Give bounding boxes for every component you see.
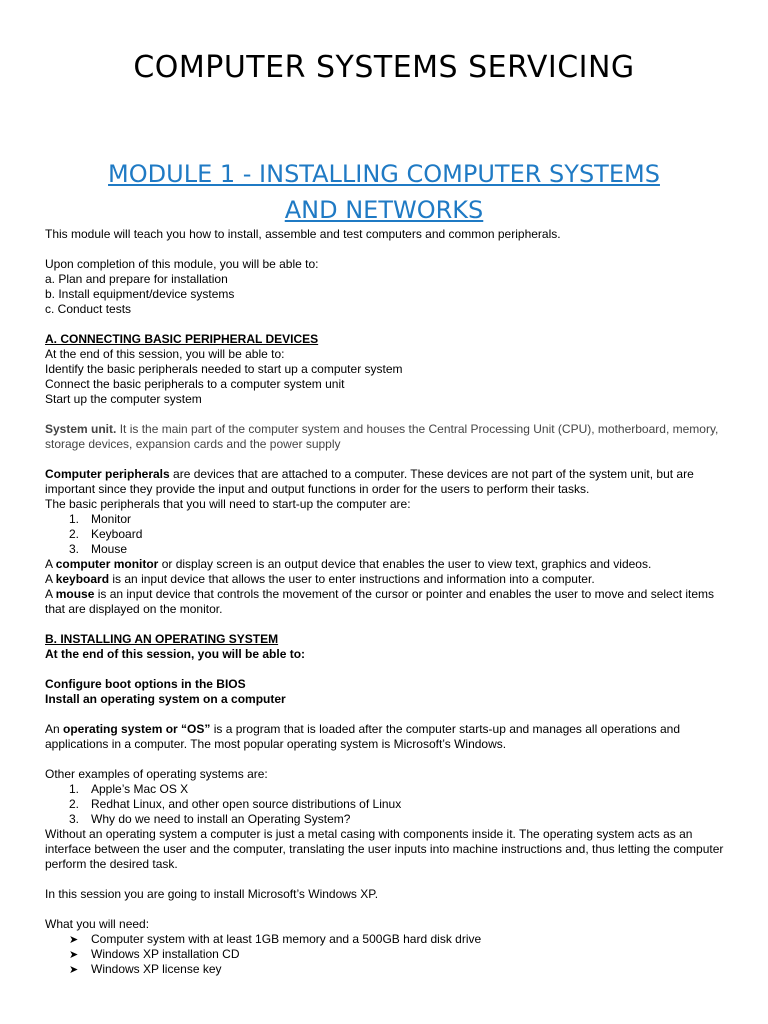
list-item: 2. Keyboard [69, 527, 143, 541]
os-paragraph: An operating system or “OS” is a program that is loaded after the computer starts-up and manages all operations and applications in a computer. The most popular operating system is Microsoft’s Windows. [45, 722, 680, 751]
other-os-intro: Other examples of operating systems are: [45, 767, 268, 781]
module-title[interactable] [40, 156, 728, 228]
section-b-heading: B. INSTALLING AN OPERATING SYSTEM [45, 632, 279, 646]
without-os-paragraph: Without an operating system a computer is just a metal casing with components inside it. The operating system acts as an interface between the user and the computer, translating the user inputs into machine instructions and, thus letting the computer perform the desired task. [45, 827, 724, 871]
keyboard-term: keyboard [55, 572, 110, 586]
objective-item: a. Plan and prepare for installation [45, 272, 228, 286]
list-item: ➤ Windows XP installation CD [69, 947, 240, 961]
objective-item: c. Conduct tests [45, 302, 132, 316]
keyboard-paragraph: A keyboard is an input device that allows the user to enter instructions and information into a computer. [45, 572, 595, 586]
requirements-list [45, 932, 735, 977]
module-title-line-2[interactable]: AND NETWORKS [284, 196, 484, 224]
list-item: ➤ Computer system with at least 1GB memory and a 500GB hard disk drive [69, 932, 482, 946]
module-title-line-1[interactable]: MODULE 1 - INSTALLING COMPUTER SYSTEMS [108, 160, 660, 188]
objective-item: b. Install equipment/device systems [45, 287, 235, 301]
section-a-end-session: At the end of this session, you will be able to: [45, 347, 285, 361]
list-item: ➤ Windows XP license key [69, 962, 222, 976]
peripherals-paragraph [45, 467, 735, 497]
peripherals-term: Computer peripherals [45, 467, 170, 481]
list-item: 1. Monitor [69, 512, 132, 526]
mouse-paragraph: A mouse is an input device that controls the movement of the cursor or pointer and enables the user to move and select items that are displayed on the monitor. [45, 587, 715, 616]
list-item: 1. Apple’s Mac OS X [69, 782, 189, 796]
basic-peripherals-intro: The basic peripherals that you will need to start-up the computer are: [45, 497, 411, 511]
session-install-line: In this session you are going to install Microsoft’s Windows XP. [45, 887, 379, 901]
list-item: 3. Why do we need to install an Operating System? [69, 812, 351, 826]
arrow-bullet-icon: ➤ [69, 964, 79, 976]
list-item: 2. Redhat Linux, and other open source distributions of Linux [69, 797, 402, 811]
section-a-heading: A. CONNECTING BASIC PERIPHERAL DEVICES [45, 332, 319, 346]
document-body [45, 227, 735, 977]
section-a-goal: Start up the computer system [45, 392, 202, 406]
list-item: 3. Mouse [69, 542, 128, 556]
section-b-end-session: At the end of this session, you will be able to: [45, 647, 306, 661]
system-unit-text: It is the main part of the computer system and houses the Central Processing Unit (CPU), motherboard, memory, storage devices, expansion cards and the power supply [45, 422, 719, 451]
system-unit-paragraph [45, 422, 735, 452]
other-os-list [45, 782, 735, 827]
what-you-need-intro: What you will need: [45, 917, 150, 931]
peripherals-text: are devices that are attached to a computer. These devices are not part of the system unit, but are important since they provide the input and output functions in order for the users to perform their tasks. [45, 467, 694, 496]
section-b-goal: Configure boot options in the BIOS [45, 677, 246, 691]
mouse-term: mouse [55, 587, 95, 601]
basic-peripherals-list [45, 512, 735, 557]
document-title: COMPUTER SYSTEMS SERVICING [133, 50, 635, 85]
arrow-bullet-icon: ➤ [69, 949, 79, 961]
arrow-bullet-icon: ➤ [69, 934, 79, 946]
system-unit-term: System unit. [45, 422, 117, 436]
monitor-paragraph: A computer monitor or display screen is an output device that enables the user to view text, graphics and videos. [45, 557, 652, 571]
os-term: operating system or “OS” [63, 722, 211, 736]
section-a-goal: Connect the basic peripherals to a computer system unit [45, 377, 345, 391]
upon-completion: Upon completion of this module, you will be able to: [45, 257, 319, 271]
monitor-term: computer monitor [55, 557, 159, 571]
section-b-goal: Install an operating system on a computer [45, 692, 286, 706]
section-a-goal: Identify the basic peripherals needed to start up a computer system [45, 362, 403, 376]
intro-paragraph: This module will teach you how to install, assemble and test computers and common peripherals. [45, 227, 561, 241]
